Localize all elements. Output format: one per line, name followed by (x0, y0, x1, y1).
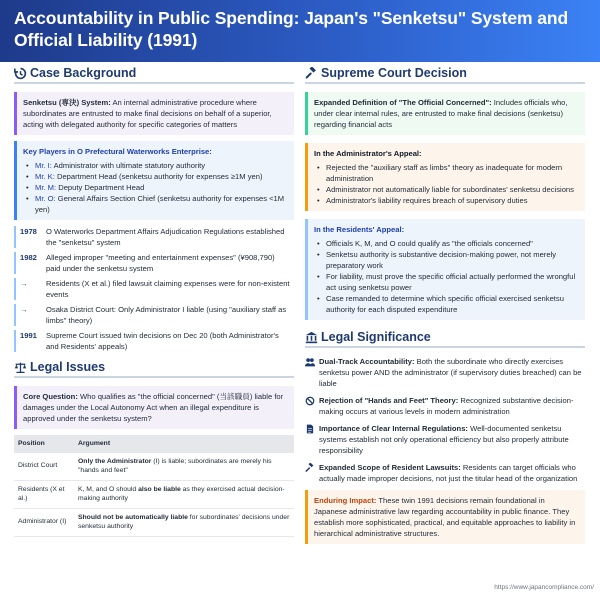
right-column (305, 66, 585, 550)
timeline-item: → Osaka District Court: Only Administrator I liable (using "auxiliary staff as limbs" theory) (14, 304, 294, 326)
list-item: • Administrator's liability requires breach of supervisory duties (314, 195, 579, 206)
users-icon (305, 356, 319, 389)
list-item: • Senketsu authority is substantive decision-making power, not merely preparatory work (314, 249, 579, 271)
list-item: • Mr. I: Administrator with ultimate statutory authority (23, 160, 288, 171)
administrator-appeal-title: In the Administrator's Appeal: (314, 149, 422, 158)
core-question-box (14, 386, 294, 429)
column-header-argument: Argument (74, 435, 294, 453)
timeline-item: 1978 O Waterworks Department Affairs Adjudication Regulations established the "senketsu" system (14, 226, 294, 248)
list-item: • Mr. O: General Affairs Section Chief (senketsu authority for expenses <1M yen) (23, 193, 288, 215)
scales-icon (14, 361, 27, 374)
document-icon (305, 423, 319, 456)
list-item: • Mr. K: Department Head (senketsu authority for expenses ≥1M yen) (23, 171, 288, 182)
legal-issues-heading: Legal Issues (14, 360, 294, 378)
administrator-appeal-box (305, 143, 585, 211)
supreme-court-heading: Supreme Court Decision (305, 66, 585, 84)
landmark-icon (305, 331, 318, 344)
significance-item: Expanded Scope of Resident Lawsuits: Residents can target officials who actually made improper decisions, not just the titular head of the organization (305, 462, 585, 484)
footer-url: https://www.japancompliance.com/ (494, 584, 594, 591)
gavel-icon (305, 67, 318, 80)
residents-appeal-title: In the Residents' Appeal: (314, 225, 405, 234)
list-item: • Administrator not automatically liable for subordinates' senketsu decisions (314, 184, 579, 195)
history-icon (14, 67, 27, 80)
timeline-item: → Residents (X et al.) filed lawsuit claiming expenses were for non-existent events (14, 278, 294, 300)
list-item: • Case remanded to determine which specific official exercised senketsu authority for each disputed expenditure (314, 293, 579, 315)
significance-item: Dual-Track Accountability: Both the subordinate who directly exercises senketsu power AND the administrator (if supervisory duties breached) can be liable (305, 356, 585, 389)
gavel-icon (305, 462, 319, 484)
ban-icon (305, 395, 319, 417)
key-players-list (23, 160, 288, 215)
timeline (14, 226, 294, 352)
senketsu-term: Senketsu (専決) System: (23, 98, 111, 107)
table-header-row (14, 435, 294, 453)
enduring-impact-text: These twin 1991 decisions remain foundational in Japanese administrative law regarding accountability in public finance. They establish more sophisticated, practical, and equitable approaches to liability in hierarchical administrative structures. (314, 496, 576, 538)
page-title: Accountability in Public Spending: Japan's "Senketsu" System and Official Liability (1991) (14, 8, 569, 50)
arguments-table (14, 435, 294, 537)
table-row: Administrator (I) Should not be automatically liable for subordinates' decisions under senketsu authority (14, 508, 294, 536)
senketsu-definition-box (14, 92, 294, 135)
table-row: Residents (X et al.) K, M, and O should also be liable as they exercised actual decision-making authority (14, 480, 294, 508)
expanded-definition-box (305, 92, 585, 135)
expanded-definition-text: Includes officials who, under clear internal rules, are entrusted to make final decisions (senketsu) regarding financial acts (314, 98, 568, 129)
significance-item: Importance of Clear Internal Regulations: Well-documented senketsu systems establish not only operational efficiency but also properly attribute responsibility (305, 423, 585, 456)
significance-item: Rejection of "Hands and Feet" Theory: Recognized substantive decision-making occurs at various levels in modern administration (305, 395, 585, 417)
key-players-title: Key Players in O Prefectural Waterworks Enterprise: (23, 147, 212, 156)
page-header (0, 0, 600, 62)
residents-appeal-box (305, 219, 585, 320)
timeline-item: 1991 Supreme Court issued twin decisions on Dec 20 (both Administrator's and Residents' appeals) (14, 330, 294, 352)
table-row: District Court Only the Administrator (I) is liable; subordinates are merely his "hands and feet" (14, 453, 294, 481)
case-background-heading: Case Background (14, 66, 294, 84)
core-question-label: Core Question: (23, 392, 78, 401)
expanded-definition-label: Expanded Definition of "The Official Concerned": (314, 98, 492, 107)
key-players-box (14, 141, 294, 220)
enduring-impact-label: Enduring Impact: (314, 496, 377, 505)
enduring-impact-box (305, 490, 585, 544)
list-item: • For liability, must prove the specific official actually performed the wrongful act using senketsu power (314, 271, 579, 293)
legal-significance-heading: Legal Significance (305, 330, 585, 348)
list-item: • Officials K, M, and O could qualify as "the officials concerned" (314, 238, 579, 249)
list-item: • Mr. M: Deputy Department Head (23, 182, 288, 193)
left-column (14, 66, 294, 537)
list-item: • Rejected the "auxiliary staff as limbs" theory as inadequate for modern administration (314, 162, 579, 184)
core-question-text: Who qualifies as "the official concerned" (当該職員) liable for damages under the Local Autonomy Act when an illegal expenditure is approved under the senketsu system? (23, 392, 284, 423)
senketsu-definition: An internal administrative procedure where subordinates are entrusted to make final decisions on behalf of a superior, acting with delegated authority for specific categories of matters (23, 98, 272, 129)
timeline-item: 1982 Alleged improper "meeting and entertainment expenses" (¥908,790) paid under the senketsu system (14, 252, 294, 274)
column-header-position: Position (14, 435, 74, 453)
